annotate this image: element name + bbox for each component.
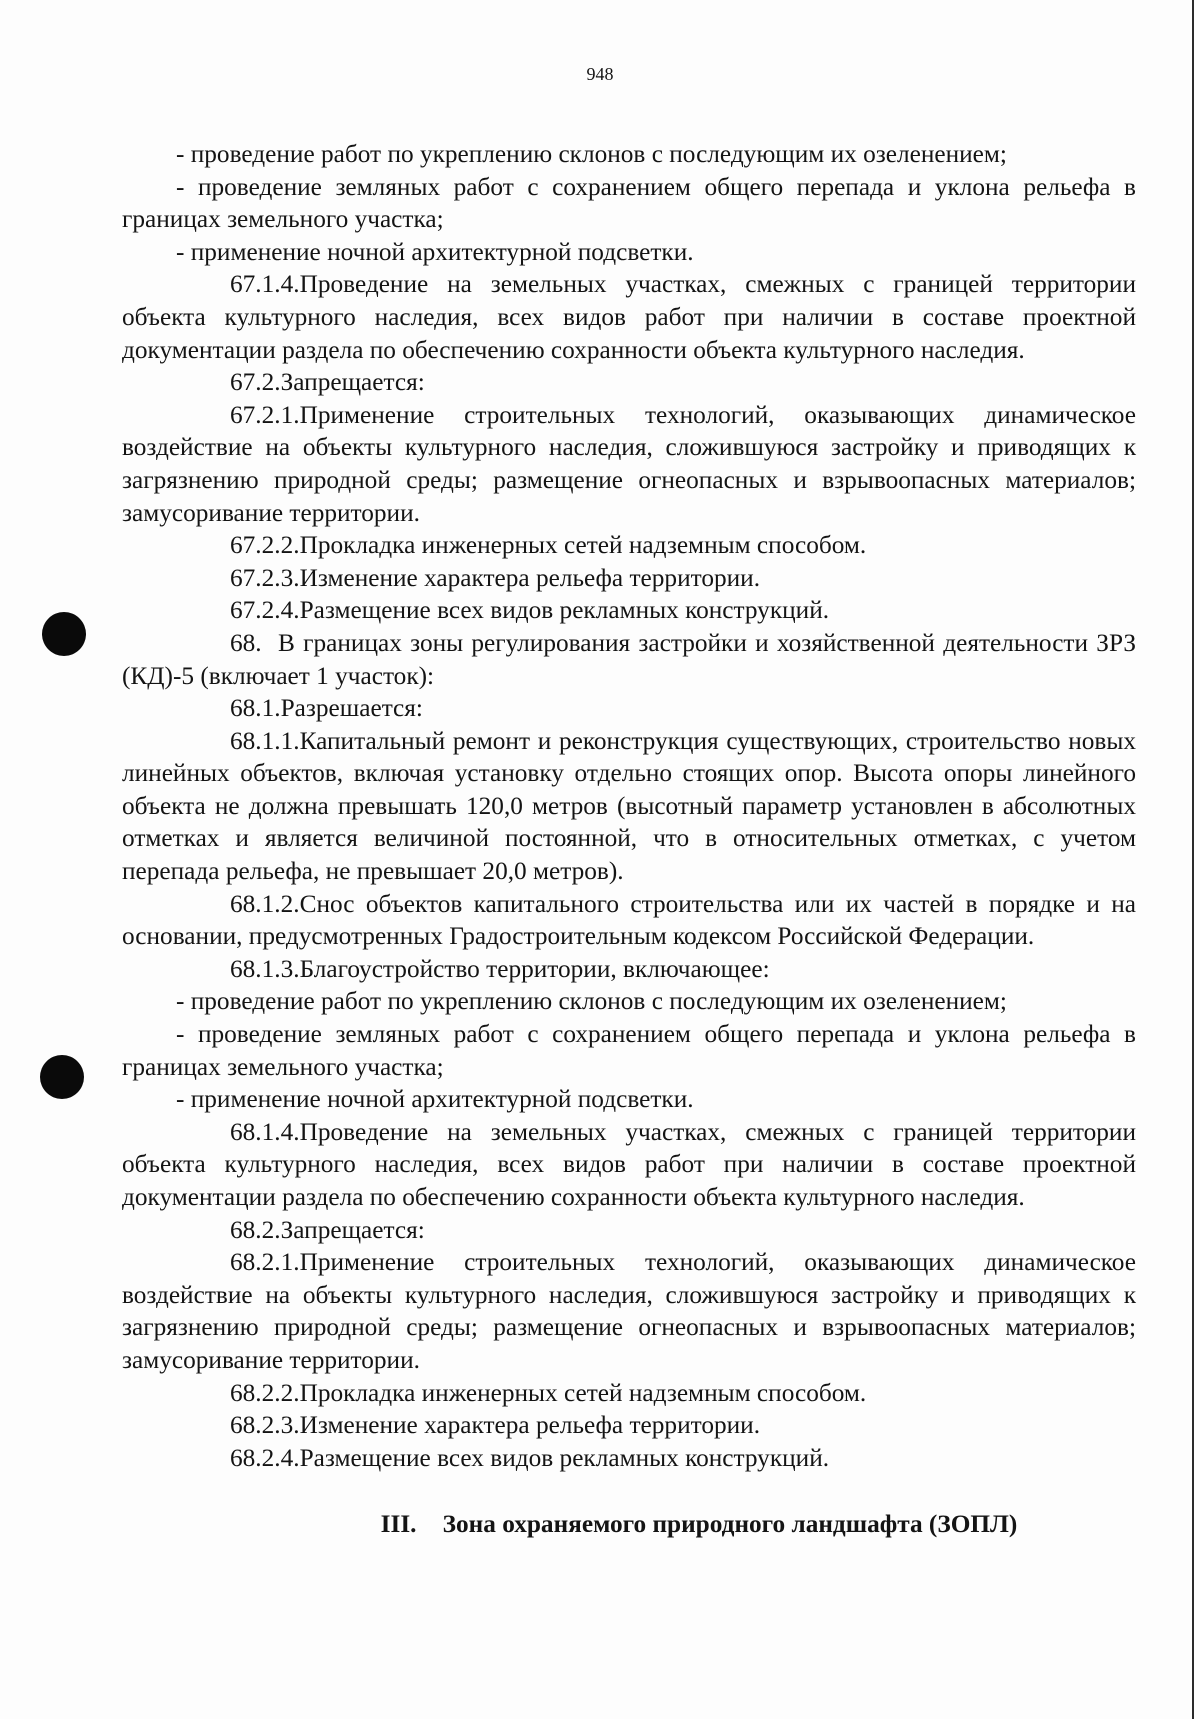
paragraph-number: 68.1.2. [230, 889, 300, 918]
paragraph-number: 68.1.1. [230, 726, 300, 755]
paragraph-number: 68.2.1. [230, 1248, 300, 1277]
paragraph-text: Размещение всех видов рекламных конструкций. [299, 596, 830, 625]
paragraph-text: Прокладка инженерных сетей надземным способом. [299, 531, 867, 560]
paragraph-number: 68.1.4. [230, 1117, 300, 1146]
paragraph-text: Изменение характера рельефа территории. [299, 1411, 761, 1440]
paragraph-text: Запрещается: [280, 368, 425, 397]
paragraph [122, 594, 1136, 627]
paragraph-text: Благоустройство территории, включающее: [299, 954, 770, 983]
paragraph-number: 68.2.3. [230, 1411, 300, 1440]
paragraph-text: Размещение всех видов рекламных конструкций. [299, 1443, 830, 1472]
paragraph-number: 68. [230, 628, 262, 657]
paragraph-text: Запрещается: [280, 1215, 425, 1244]
section-heading [122, 1508, 1136, 1541]
punch-hole-bottom [40, 1055, 84, 1099]
paragraph-text: - проведение земляных работ с сохранением общего перепада и уклона рельефа в границах земельного участка; [122, 172, 1136, 234]
paragraph [122, 1116, 1136, 1214]
paragraph [122, 627, 1136, 692]
paragraph [122, 399, 1136, 529]
paragraph [122, 268, 1136, 366]
paragraph [122, 366, 1136, 399]
paragraph-text: Разрешается: [280, 694, 423, 723]
paragraph-number: 68.2.2. [230, 1378, 300, 1407]
paragraph-text: Применение строительных технологий, оказывающих динамическое воздействие на объекты культурного наследия, сложившуюся застройку и приводящих к загрязнению природной среды; размещение огнеопасных и взрывоопасных материалов; замусоривание территории. [122, 400, 1136, 527]
paragraph [122, 562, 1136, 595]
paragraph [122, 1377, 1136, 1410]
paragraph [122, 1246, 1136, 1376]
paragraph [122, 725, 1136, 888]
paragraph-number: 67.1.4. [230, 270, 300, 299]
paragraph-text: - проведение работ по укреплению склонов с последующим их озеленением; [176, 140, 1007, 168]
paragraph-number: 68.1.3. [230, 954, 300, 983]
paragraph-text: В границах зоны регулирования застройки и хозяйственной деятельности ЗРЗ (КД)-5 (включает 1 участок): [122, 628, 1136, 690]
paragraph [122, 953, 1136, 986]
paragraph [122, 171, 1136, 236]
paragraph [122, 138, 1136, 171]
document-body [122, 138, 1136, 1541]
paragraph-text: - применение ночной архитектурной подсветки. [176, 1085, 694, 1114]
scan-edge-line [1192, 0, 1194, 1719]
paragraph [122, 888, 1136, 953]
paragraph-number: 67.2.1. [230, 400, 300, 429]
paragraph [122, 1018, 1136, 1083]
paragraph-text: Проведение на земельных участках, смежных с границей территории объекта культурного наследия, всех видов работ при наличии в составе проектной документации раздела по обеспечению сохранности объекта культурного наследия. [122, 1117, 1136, 1211]
paragraph-number: 67.2.4. [230, 596, 300, 625]
punch-hole-top [42, 612, 86, 656]
paragraph-text: Проведение на земельных участках, смежных с границей территории объекта культурного наследия, всех видов работ при наличии в составе проектной документации раздела по обеспечению сохранности объекта культурного наследия. [122, 270, 1136, 364]
paragraph-number: 67.2. [230, 368, 281, 397]
paragraph [122, 1083, 1136, 1116]
paragraph-text: Снос объектов капитального строительства или их частей в порядке и на основании, предусмотренных Градостроительным кодексом Российской Федерации. [122, 889, 1136, 951]
paragraph [122, 692, 1136, 725]
paragraph [122, 529, 1136, 562]
section-title: Зона охраняемого природного ландшафта (ЗОПЛ) [442, 1510, 1018, 1539]
paragraph [122, 1442, 1136, 1475]
paragraph [122, 1214, 1136, 1247]
paragraph-list [122, 138, 1136, 1474]
paragraph-number: 67.2.3. [230, 563, 300, 592]
paragraph-text: - проведение работ по укреплению склонов с последующим их озеленением; [176, 987, 1007, 1016]
paragraph-number: 68.1. [230, 694, 281, 723]
paragraph-text: Изменение характера рельефа территории. [299, 563, 761, 592]
page-number: 948 [586, 64, 614, 84]
paragraph-text: Применение строительных технологий, оказывающих динамическое воздействие на объекты культурного наследия, сложившуюся застройку и приводящих к загрязнению природной среды; размещение огнеопасных и взрывоопасных материалов; замусоривание территории. [122, 1248, 1136, 1374]
paragraph-text: - проведение земляных работ с сохранением общего перепада и уклона рельефа в границах земельного участка; [122, 1020, 1136, 1081]
paragraph-number: 68.2. [230, 1215, 281, 1244]
paragraph [122, 236, 1136, 269]
paragraph [122, 1409, 1136, 1442]
section-roman-numeral: III. [380, 1510, 417, 1539]
paragraph-text: Прокладка инженерных сетей надземным способом. [299, 1378, 867, 1407]
paragraph-number: 68.2.4. [230, 1443, 300, 1472]
paragraph-text: - применение ночной архитектурной подсветки. [176, 237, 694, 266]
paragraph-text: Капитальный ремонт и реконструкция существующих, строительство новых линейных объектов, включая установку отдельно стоящих опор. Высота опоры линейного объекта не должна превышать 120,0 метров (высотный параметр установлен в абсолютных отметках и является величиной постоянной, что в относительных отметках, с учетом перепада рельефа, не превышает 20,0 метров). [122, 726, 1136, 886]
paragraph-number: 67.2.2. [230, 531, 300, 560]
paragraph [122, 985, 1136, 1018]
